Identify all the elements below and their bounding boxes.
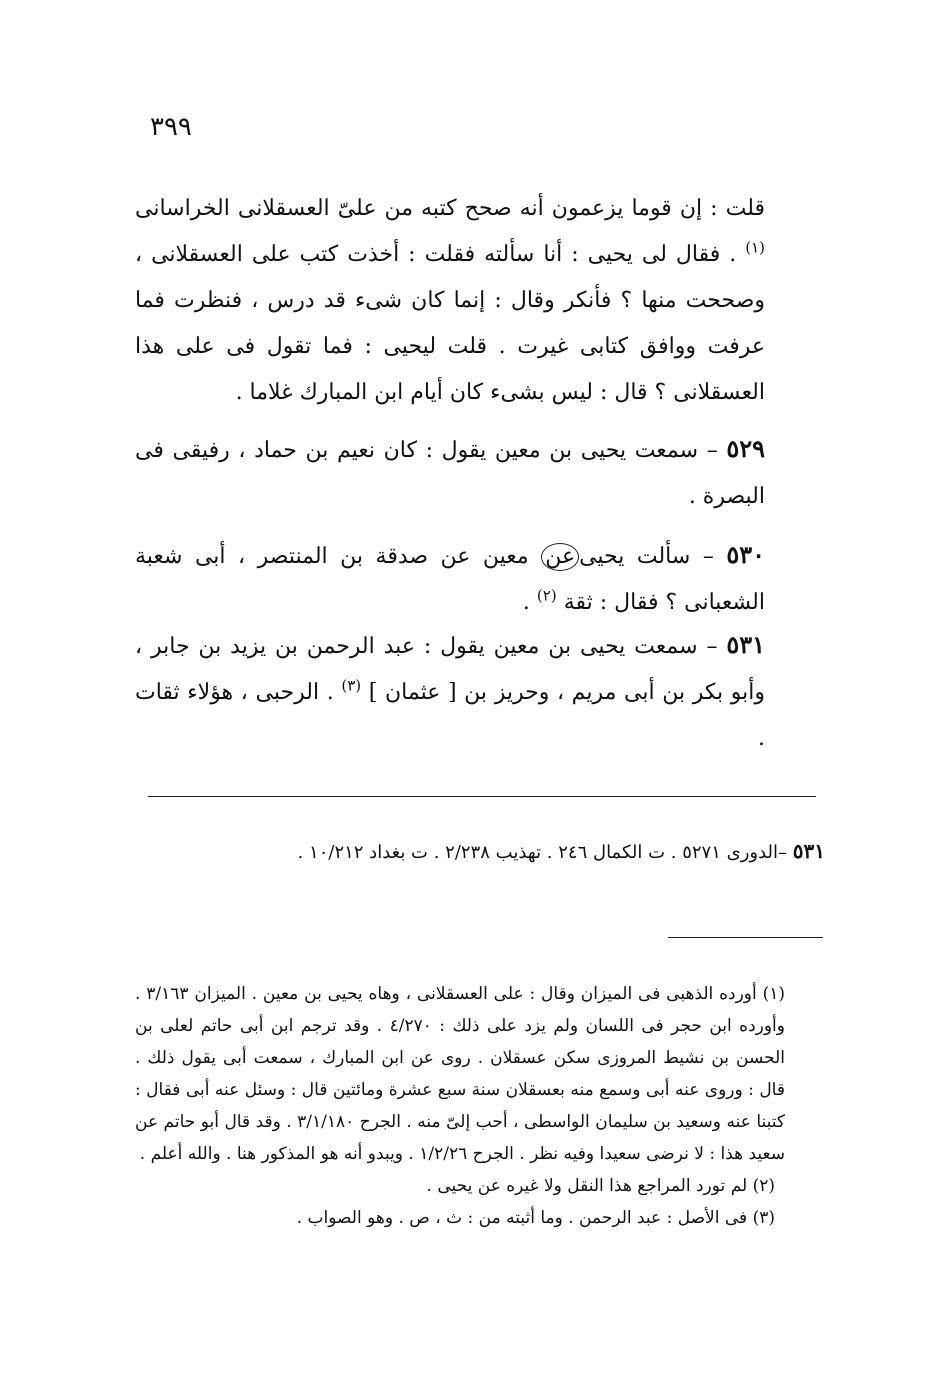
entry-end: . — [522, 590, 530, 615]
circled-word-annotation: عن — [541, 543, 579, 571]
main-paragraph — [135, 186, 825, 416]
footnote-2: (٢) لم تورد المراجع هذا النقل ولا غيره عن يحيى . — [426, 1176, 775, 1196]
entry-text-continuation: معين عن صدقة بن المنتصر ، أبى شعبة الشعبانى ؟ فقال : ثقة — [135, 544, 765, 615]
footnote-1: (١) أورده الذهبى فى الميزان وقال : على العسقلانى ، وهاه يحيى بن معين . الميزان ٣/١٦٣ . وأورده ابن حجر فى اللسان ولم يزد على ذلك : ٤/٢٧٠ . وقد ترجم ابن أبى حاتم لعلى بن الحسن بن نشيط المروزى سكن عسقلان . روى عن ابن المبارك ، سمعت أبى يقول ذلك . قال : وروى عنه أبى وسمع منه بعسقلان سنة سبع عشرة ومائتين قال : وسئل عنه أبى فقال : كتبنا عنه وسعيد بن سليمان الواسطى ، أحب إلىّ منه . الجرح ٣/١/١٨٠ . وقد قال أبو حاتم عن سعيد هذا : لا نرضى سعيدا وفيه نظر . الجرح ١/٢/٢٦ . ويبدو أنه هو المذكور هنا . والله أعلم . — [135, 984, 785, 1164]
footnote-ref-2: (٢) — [536, 586, 557, 605]
footnote-separator-rule — [148, 796, 816, 797]
sources-note — [135, 832, 825, 872]
entry-531 — [135, 622, 825, 762]
entry-dash: – — [706, 438, 718, 463]
entry-text: سمعت يحيى بن معين يقول : كان نعيم بن حماد ، رفيقى فى البصرة . — [135, 438, 765, 509]
entry-text: سمعت يحيى بن معين يقول : عبد الرحمن بن يزيد بن جابر ، وأبو بكر بن أبى مريم ، وحريز بن [ عثمان ] — [135, 634, 765, 705]
footnote-ref-3: (٣) — [341, 676, 362, 695]
main-paragraph-continuation: . فقال لى يحيى : أنا سألته فقلت : أخذت كتب على العسقلانى ، وصححت منها ؟ فأنكر وقال : إنما كان شىء قد درس ، فنظرت فما عرفت ووافق كتابى غيرت . قلت ليحيى : فما تقول فى على هذا العسقلانى ؟ قال : ليس بشىء كان أيام ابن المبارك غلاما . — [135, 242, 765, 405]
page-number: ٣٩٩ — [150, 112, 192, 142]
footnote-ref-1: (١) — [745, 238, 765, 257]
entry-number: ٥٣٠ — [726, 540, 765, 569]
entry-number: ٥٣١ — [726, 630, 765, 659]
sources-entry-number: ٥٣١ — [792, 839, 825, 863]
sources-text: –الدورى ٥٢٧١ . ت الكمال ٢٤٦ . تهذيب ٢/٢٣٨ . ت بغداد ١٠/٢١٢ . — [297, 842, 788, 863]
entry-text: سألت يحيى — [579, 544, 691, 569]
entry-529 — [135, 426, 825, 520]
entry-dash: – — [706, 634, 718, 659]
footnotes — [135, 978, 825, 1234]
entry-530 — [135, 532, 825, 626]
entry-number: ٥٢٩ — [726, 434, 765, 463]
footnote-3: (٣) فى الأصل : عبد الرحمن . وما أثبته من : ث ، ص . وهو الصواب . — [296, 1208, 775, 1228]
entry-dash: – — [702, 544, 714, 569]
entry-text-continuation: . الرحبى ، هؤلاء ثقات . — [135, 680, 765, 751]
short-separator-rule — [668, 937, 823, 938]
main-paragraph-text: قلت : إن قوما يزعمون أنه صحح كتبه من علىّ العسقلانى الخراسانى — [135, 196, 765, 221]
